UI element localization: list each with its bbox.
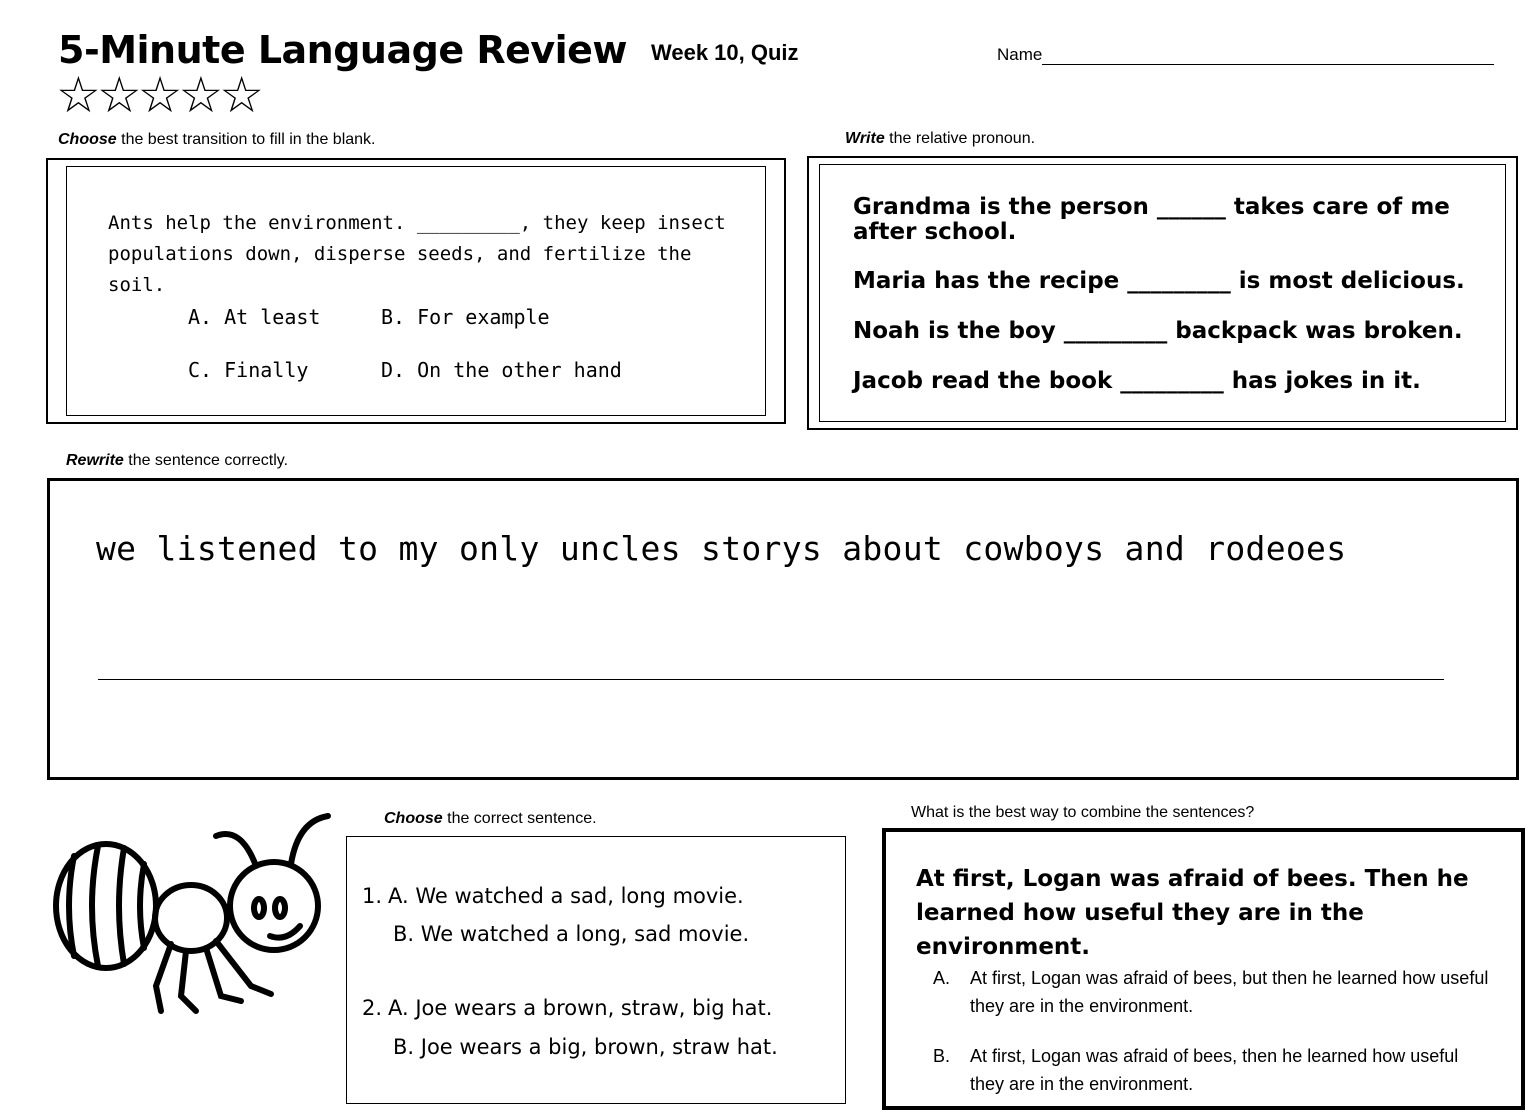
q2-option-a[interactable]: A. Joe wears a brown, straw, big hat. bbox=[388, 996, 773, 1020]
q1-number: 1. bbox=[362, 884, 383, 908]
combine-answer-a[interactable]: A. At first, Logan was afraid of bees, but then he learned how useful they are in the environment. bbox=[933, 968, 1489, 1016]
correct-sentence-box bbox=[342, 832, 850, 1108]
relative-pronoun-box bbox=[807, 156, 1518, 430]
instruction-transition: Choose the best transition to fill in the blank. bbox=[58, 131, 376, 148]
q1-option-b[interactable]: B. We watched a long, sad movie. bbox=[393, 922, 750, 946]
name-field[interactable] bbox=[997, 45, 1494, 65]
ant-icon bbox=[46, 806, 336, 1030]
instruction-relative-pronoun: Write the relative pronoun. bbox=[845, 130, 1036, 147]
instruction-rewrite: Rewrite the sentence correctly. bbox=[66, 452, 289, 469]
transition-question: Ants help the environment. _________, they keep insect populations down, disperse seeds, and fertilize the soil. bbox=[108, 212, 726, 296]
pronoun-item-1[interactable]: Grandma is the person ______ takes care of me bbox=[853, 194, 1450, 220]
transition-question-box bbox=[46, 158, 786, 424]
pronoun-item-2[interactable]: Maria has the recipe _________ is most delicious. bbox=[853, 268, 1465, 294]
q1-option-a[interactable]: A. We watched a sad, long movie. bbox=[388, 884, 744, 908]
q2-option-b[interactable]: B. Joe wears a big, brown, straw hat. bbox=[393, 1035, 778, 1059]
rewrite-box bbox=[47, 478, 1519, 780]
pronoun-item-3[interactable]: Noah is the boy _________ backpack was broken. bbox=[853, 318, 1463, 344]
option-d[interactable]: D. On the other hand bbox=[381, 358, 622, 382]
name-line bbox=[1042, 48, 1494, 65]
q2-number: 2. bbox=[362, 996, 383, 1020]
instruction-correct-sentence: Choose the correct sentence. bbox=[384, 810, 597, 827]
instruction-combine: What is the best way to combine the sentences? bbox=[911, 804, 1255, 821]
combine-sentences-box bbox=[882, 828, 1525, 1110]
option-c[interactable]: C. Finally bbox=[188, 358, 309, 382]
option-a[interactable]: A. At least bbox=[188, 305, 321, 329]
pronoun-item-1-cont: after school. bbox=[853, 219, 1017, 245]
page-title: 5-Minute Language Review bbox=[58, 28, 628, 72]
option-b[interactable]: B. For example bbox=[381, 305, 550, 329]
rating-stars-icon: ☆☆☆☆☆ bbox=[56, 66, 261, 124]
incorrect-sentence: we listened to my only uncles storys about cowboys and rodeoes bbox=[96, 529, 1347, 568]
box-frame bbox=[346, 836, 846, 1104]
week-label: Week 10, Quiz bbox=[651, 40, 799, 65]
answer-line[interactable] bbox=[98, 679, 1444, 680]
pronoun-item-4[interactable]: Jacob read the book _________ has jokes in it. bbox=[853, 368, 1421, 394]
combine-answer-b[interactable]: B. At first, Logan was afraid of bees, then he learned how useful they are in the environment. bbox=[933, 1046, 1459, 1094]
combine-prompt: At first, Logan was afraid of bees. Then he learned how useful they are in the environment. bbox=[916, 866, 1469, 960]
name-label: Name bbox=[997, 45, 1043, 64]
